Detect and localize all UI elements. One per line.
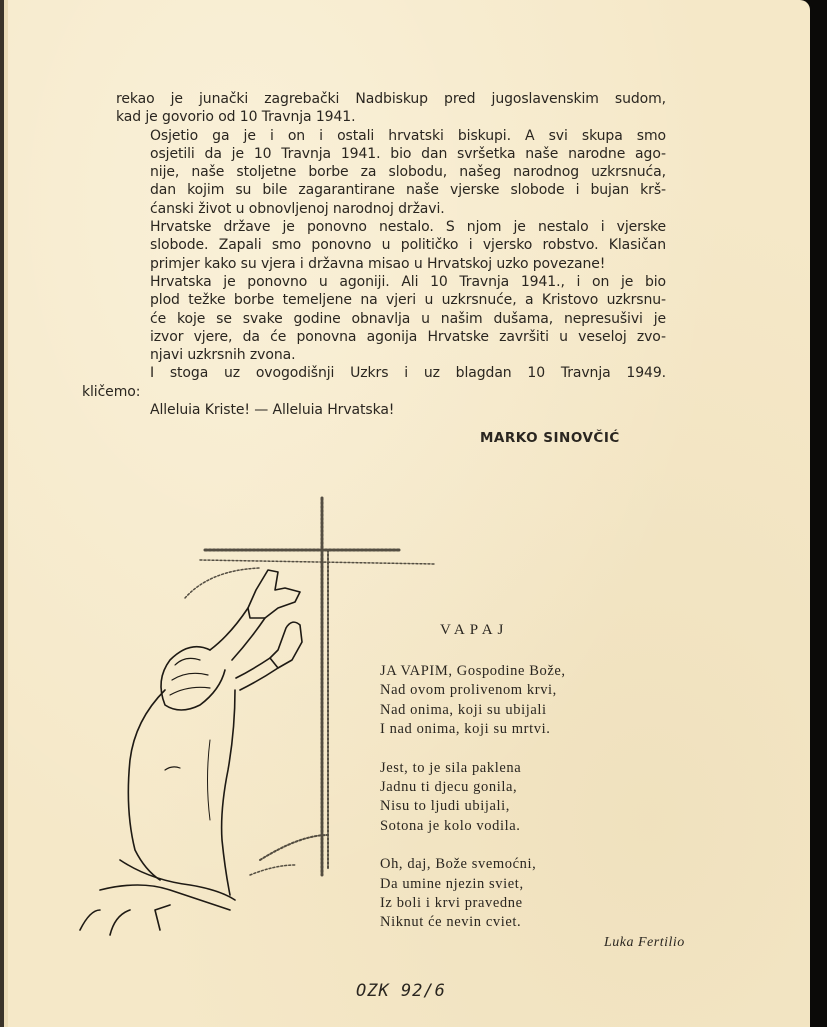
text-line: Osjetio ga je i on i ostali hrvatski biskupi. A svi skupa smo bbox=[150, 127, 666, 144]
poem-stanza bbox=[380, 759, 566, 837]
poem-verse: Nisu to ljudi ubijali, bbox=[380, 798, 511, 815]
poem-verse: Nad ovom prolivenom krvi, bbox=[380, 682, 557, 699]
page-edge-inner bbox=[4, 0, 8, 1027]
text-line: njavi uzkrsnih zvona. bbox=[150, 347, 296, 364]
text-line: kad je govorio od 10 Travnja 1941. bbox=[116, 109, 356, 126]
poem-author: Luka Fertilio bbox=[604, 935, 685, 950]
text-line: Alleluia Kriste! — Alleluia Hrvatska! bbox=[150, 402, 395, 419]
text-line: Hrvatska je ponovno u agoniji. Ali 10 Travnja 1941., i on je bio bbox=[150, 273, 666, 290]
text-line: I stoga uz ovogodišnji Uzkrs i uz blagdan 10 Travnja 1949. bbox=[150, 365, 666, 382]
paragraph bbox=[82, 364, 666, 401]
text-line: ćanski život u obnovljenoj narodnoj državi. bbox=[150, 200, 445, 217]
poem-body bbox=[380, 662, 566, 952]
poem-verse: Da umine njezin sviet, bbox=[380, 875, 524, 892]
poem-stanza bbox=[380, 855, 566, 933]
poem-verse: Sotona je kolo vodila. bbox=[380, 817, 521, 834]
text-line: će koje se svake godine obnavlja u našim dušama, nepresušivi je bbox=[150, 310, 666, 327]
text-line: nije, naše stoljetne borbe za slobodu, našeg narodnog uzkrsnuća, bbox=[150, 164, 666, 181]
text-line: plod težke borbe temeljene na vjeri u uzkrsnuće, a Kristovo uzkrsnu- bbox=[150, 292, 666, 309]
text-line: dan kojim su bile zagarantirane naše vjerske slobode i bujan krš- bbox=[150, 182, 666, 199]
poem-verse: Niknut će nevin cviet. bbox=[380, 914, 522, 931]
poem-verse: JA VAPIM, Gospodine Bože, bbox=[380, 663, 566, 679]
text-line: primjer kako su vjera i državna misao u Hrvatskoj uzko povezane! bbox=[150, 255, 606, 272]
author-signature: MARKO SINOVČIĆ bbox=[480, 430, 620, 446]
paragraph bbox=[116, 218, 666, 273]
poem-verse: Iz boli i krvi pravedne bbox=[380, 895, 523, 912]
paragraph bbox=[116, 273, 666, 364]
poem-title: VAPAJ bbox=[440, 622, 509, 638]
poem-verse: Jadnu ti djecu gonila, bbox=[380, 779, 518, 796]
text-line: slobode. Zapali smo ponovno u političko i vjersko robstvo. Klasičan bbox=[150, 237, 666, 254]
poem-verse: I nad onima, koji su mrtvi. bbox=[380, 721, 551, 738]
text-line: rekao je junački zagrebački Nadbiskup pred jugoslavenskim sudom, bbox=[116, 91, 666, 107]
text-line: Hrvatske države je ponovno nestalo. S njom je nestalo i vjerske bbox=[150, 219, 666, 236]
text-line: izvor vjere, da će ponovna agonija Hrvatske završiti u veseloj zvo- bbox=[150, 328, 666, 345]
poem-verse: Jest, to je sila paklena bbox=[380, 759, 522, 776]
article-body bbox=[82, 90, 666, 419]
paragraph bbox=[116, 401, 666, 419]
text-line: kličemo: bbox=[82, 383, 141, 400]
paragraph bbox=[116, 127, 666, 218]
poem-verse: Nad onima, koji su ubijali bbox=[380, 701, 547, 718]
paragraph bbox=[116, 90, 666, 127]
poem-verse: Oh, daj, Bože svemoćni, bbox=[380, 856, 537, 873]
archive-reference: OZK 92/6 bbox=[356, 981, 446, 1001]
figure-drawing bbox=[80, 570, 302, 935]
poem-stanza bbox=[380, 662, 566, 740]
text-line: osjetili da je 10 Travnja 1941. bio dan svršetka naše narodne ago- bbox=[150, 145, 666, 162]
